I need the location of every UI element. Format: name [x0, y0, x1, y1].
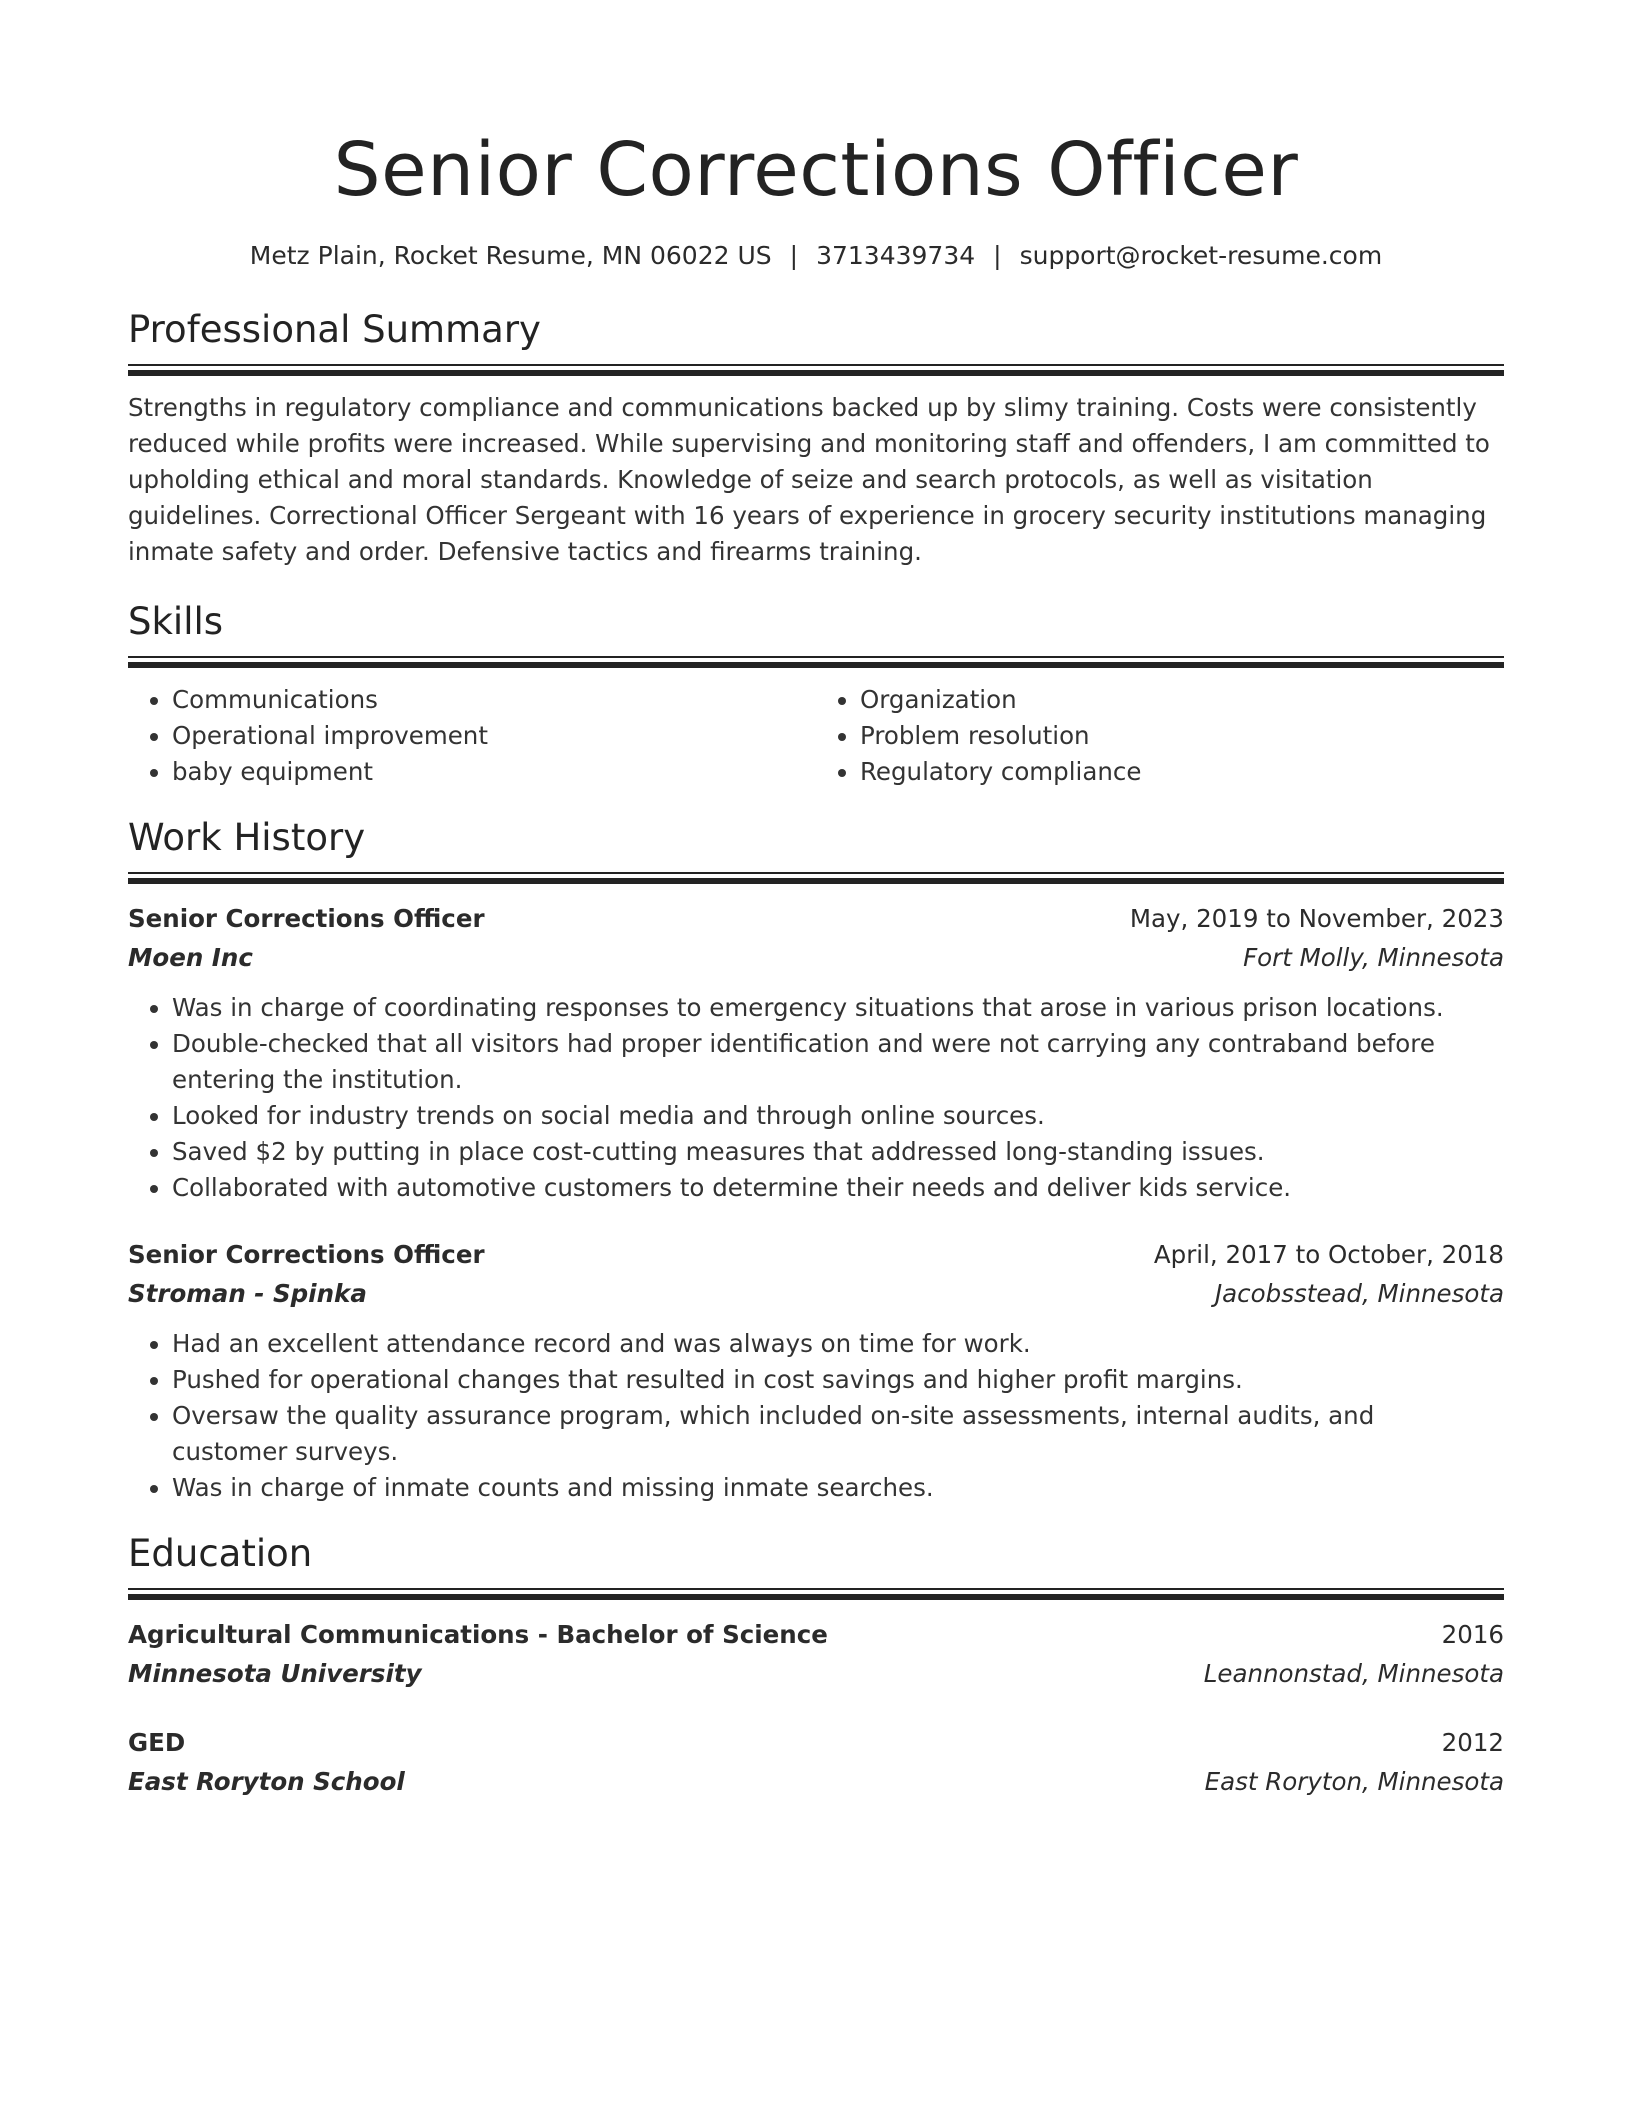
- contact-email: support@rocket-resume.com: [1019, 241, 1383, 270]
- skills-heading: Skills: [128, 600, 224, 643]
- job-bullet: • Had an excellent attendance record and was always on time for work.: [172, 1326, 1504, 1362]
- skills-left-list: [128, 682, 816, 790]
- education-location: Leannonstad, Minnesota: [1203, 1659, 1504, 1688]
- skill-item: • Communications: [172, 682, 816, 718]
- job-bullets: [128, 1326, 1504, 1506]
- job-header-row: [128, 1236, 1504, 1274]
- education-school: East Roryton School: [128, 1767, 405, 1796]
- skills-right-list: [816, 682, 1504, 790]
- education-school: Minnesota University: [128, 1659, 422, 1688]
- job-location: Jacobsstead, Minnesota: [1214, 1279, 1504, 1308]
- education-location: East Roryton, Minnesota: [1204, 1767, 1504, 1796]
- job-company: Moen Inc: [128, 943, 253, 972]
- job-company: Stroman - Spinka: [128, 1279, 367, 1308]
- education-school-row: [128, 1654, 1504, 1694]
- contact-separator: |: [789, 241, 799, 270]
- job-dates: May, 2019 to November, 2023: [1129, 904, 1504, 933]
- job-bullet: • Collaborated with automotive customers to determine their needs and deliver kids service.: [172, 1170, 1504, 1206]
- section-divider: [128, 872, 1504, 884]
- education-degree: Agricultural Communications - Bachelor of Science: [128, 1620, 828, 1649]
- job-entry: [128, 1236, 1504, 1506]
- skill-item: • Organization: [860, 682, 1504, 718]
- job-company-row: [128, 938, 1504, 978]
- education-school-row: [128, 1762, 1504, 1802]
- job-location: Fort Molly, Minnesota: [1243, 943, 1504, 972]
- job-bullet: • Oversaw the quality assurance program, which included on-site assessments, internal audits, and customer surveys.: [172, 1398, 1504, 1470]
- skill-item: • Operational improvement: [172, 718, 816, 754]
- section-divider: [128, 364, 1504, 376]
- education-heading: Education: [128, 1532, 313, 1575]
- education-header-row: [128, 1724, 1504, 1762]
- work-section: [128, 812, 1504, 1506]
- contact-address: Metz Plain, Rocket Resume, MN 06022 US: [249, 241, 772, 270]
- education-section: [128, 1528, 1504, 1802]
- job-title: Senior Corrections Officer: [128, 904, 485, 933]
- job-bullets: [128, 990, 1504, 1206]
- summary-text: Strengths in regulatory compliance and communications backed up by slimy training. Costs were consistently reduced while profits were increased. While supervising and monitoring staff and offenders, I am committed to upholding ethical and moral standards. Knowledge of seize and search protocols, as well as visitation guidelines. Correctional Officer Sergeant with 16 years of experience in grocery security institutions managing inmate safety and order. Defensive tactics and firearms training.: [128, 393, 1490, 566]
- job-bullet: • Was in charge of coordinating responses to emergency situations that arose in various prison locations.: [172, 990, 1504, 1026]
- skill-item: • baby equipment: [172, 754, 816, 790]
- education-year: 2012: [1441, 1728, 1504, 1757]
- contact-line: [128, 238, 1504, 274]
- skill-item: • Problem resolution: [860, 718, 1504, 754]
- job-bullet: • Was in charge of inmate counts and missing inmate searches.: [172, 1470, 1504, 1506]
- summary-section: [128, 304, 1504, 570]
- job-header-row: [128, 900, 1504, 938]
- job-bullet: • Saved $2 by putting in place cost-cutting measures that addressed long-standing issues.: [172, 1134, 1504, 1170]
- education-year: 2016: [1441, 1620, 1504, 1649]
- job-company-row: [128, 1274, 1504, 1314]
- resume-page: [128, 0, 1504, 1802]
- section-divider: [128, 656, 1504, 668]
- contact-phone: 3713439734: [816, 241, 976, 270]
- job-entry: [128, 900, 1504, 1206]
- education-entry: [128, 1724, 1504, 1802]
- skill-item: • Regulatory compliance: [860, 754, 1504, 790]
- contact-separator: |: [993, 241, 1002, 270]
- summary-heading: Professional Summary: [128, 308, 541, 351]
- section-divider: [128, 1588, 1504, 1600]
- work-heading: Work History: [128, 816, 366, 859]
- education-entry: [128, 1616, 1504, 1694]
- job-bullet: • Looked for industry trends on social media and through online sources.: [172, 1098, 1504, 1134]
- candidate-name: Senior Corrections Officer: [333, 127, 1299, 213]
- skills-columns: [128, 682, 1504, 790]
- job-title: Senior Corrections Officer: [128, 1240, 485, 1269]
- job-bullet: • Pushed for operational changes that resulted in cost savings and higher profit margins.: [172, 1362, 1504, 1398]
- job-bullet: • Double-checked that all visitors had proper identification and were not carrying any contraband before entering the institution.: [172, 1026, 1504, 1098]
- education-header-row: [128, 1616, 1504, 1654]
- education-degree: GED: [128, 1728, 186, 1757]
- skills-section: [128, 596, 1504, 790]
- job-dates: April, 2017 to October, 2018: [1153, 1240, 1504, 1269]
